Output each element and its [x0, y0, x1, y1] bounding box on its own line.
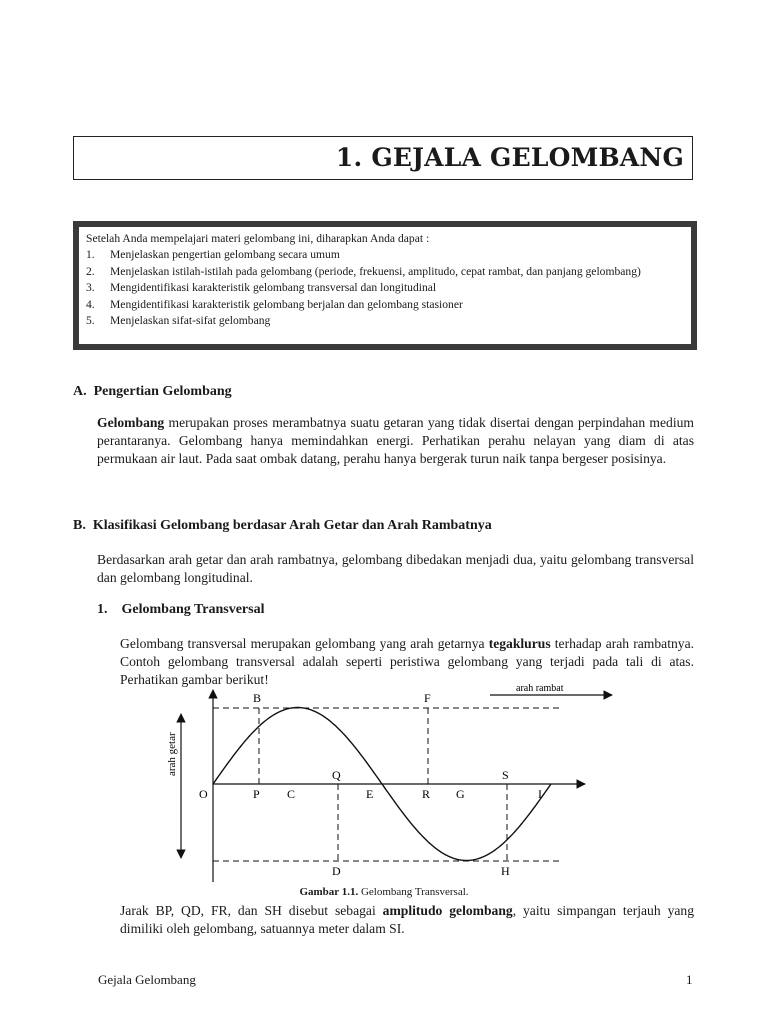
point-label-i: I	[538, 787, 542, 801]
point-label-h: H	[501, 864, 510, 878]
point-label-f: F	[424, 691, 431, 705]
point-label-p: P	[253, 787, 260, 801]
objective-number: 1.	[86, 248, 95, 262]
propagation-label: arah rambat	[516, 683, 564, 694]
point-label-r: R	[422, 787, 431, 801]
section-a-body: merupakan proses merambatnya suatu getaran yang tidak disertai dengan perpindahan medium perantaranya. Gelombang hanya memindahkan energi. Perhatikan perahu nelayan yang diam di atas permukaan air laut. Pada saat ombak datang, perahu hanya bergerak turun naik tanpa bergeser posisinya.	[97, 415, 694, 467]
point-label-c: C	[287, 787, 296, 801]
term-tegaklurus: tegaklurus	[488, 636, 551, 651]
objective-text: Menjelaskan pengertian gelombang secara umum	[110, 248, 340, 262]
objective-text: Mengidentifikasi karakteristik gelombang berjalan dan gelombang stasioner	[110, 297, 463, 311]
subsection-transversal-heading: 1. Gelombang Transversal	[97, 602, 265, 617]
transversal-body-pre: Gelombang transversal merupakan gelombang yang arah getarnya	[120, 636, 489, 651]
section-b-heading: B. Klasifikasi Gelombang berdasar Arah Getar dan Arah Rambatnya	[73, 518, 492, 533]
point-label-e: E	[366, 787, 374, 801]
objective-text: Mengidentifikasi karakteristik gelombang transversal dan longitudinal	[110, 281, 437, 295]
section-b-paragraph: Berdasarkan arah getar dan arah rambatnya, gelombang dibedakan menjadi dua, yaitu gelombang transversal dan gelombang longitudinal.	[97, 552, 694, 586]
point-label-q: Q	[332, 768, 341, 782]
caption-text: Gelombang Transversal.	[358, 886, 469, 898]
amplitude-post: , yaitu simpangan terjauh yang dimiliki oleh gelombang, satuannya meter dalam SI.	[120, 903, 694, 937]
point-label-b: B	[253, 691, 262, 705]
term-gelombang: Gelombang	[97, 415, 165, 430]
objective-number: 5.	[86, 314, 95, 328]
term-amplitudo: amplitudo gelombang	[382, 903, 513, 918]
objectives-intro: Setelah Anda mempelajari materi gelombang ini, diharapkan Anda dapat :	[86, 232, 430, 245]
objective-number: 2.	[86, 264, 95, 278]
objective-text: Menjelaskan istilah-istilah pada gelombang (periode, frekuensi, amplitudo, cepat rambat, dan panjang gelombang)	[110, 264, 641, 278]
page-number: 1	[686, 972, 693, 987]
objective-text: Menjelaskan sifat-sifat gelombang	[110, 314, 271, 328]
oscillation-label: arah getar	[166, 732, 178, 776]
objective-number: 3.	[86, 281, 95, 295]
point-label-o: O	[199, 787, 208, 801]
amplitude-pre: Jarak BP, QD, FR, dan SH disebut sebagai	[120, 903, 383, 918]
section-a-heading: A. Pengertian Gelombang	[73, 384, 232, 399]
figure-caption	[0, 886, 768, 898]
amplitude-paragraph	[120, 902, 694, 938]
caption-label: Gambar 1.1.	[299, 886, 359, 898]
transversal-body-post: terhadap arah rambatnya. Contoh gelombang transversal adalah seperti peristiwa gelombang yang terjadi pada tali di atas. Perhatikan gambar berikut!	[120, 636, 694, 688]
point-label-d: D	[332, 864, 341, 878]
footer-title: Gejala Gelombang	[98, 972, 196, 987]
point-label-g: G	[456, 787, 465, 801]
objective-number: 4.	[86, 297, 95, 311]
point-label-s: S	[502, 768, 509, 782]
chapter-title: 1. GEJALA GELOMBANG	[335, 143, 684, 172]
